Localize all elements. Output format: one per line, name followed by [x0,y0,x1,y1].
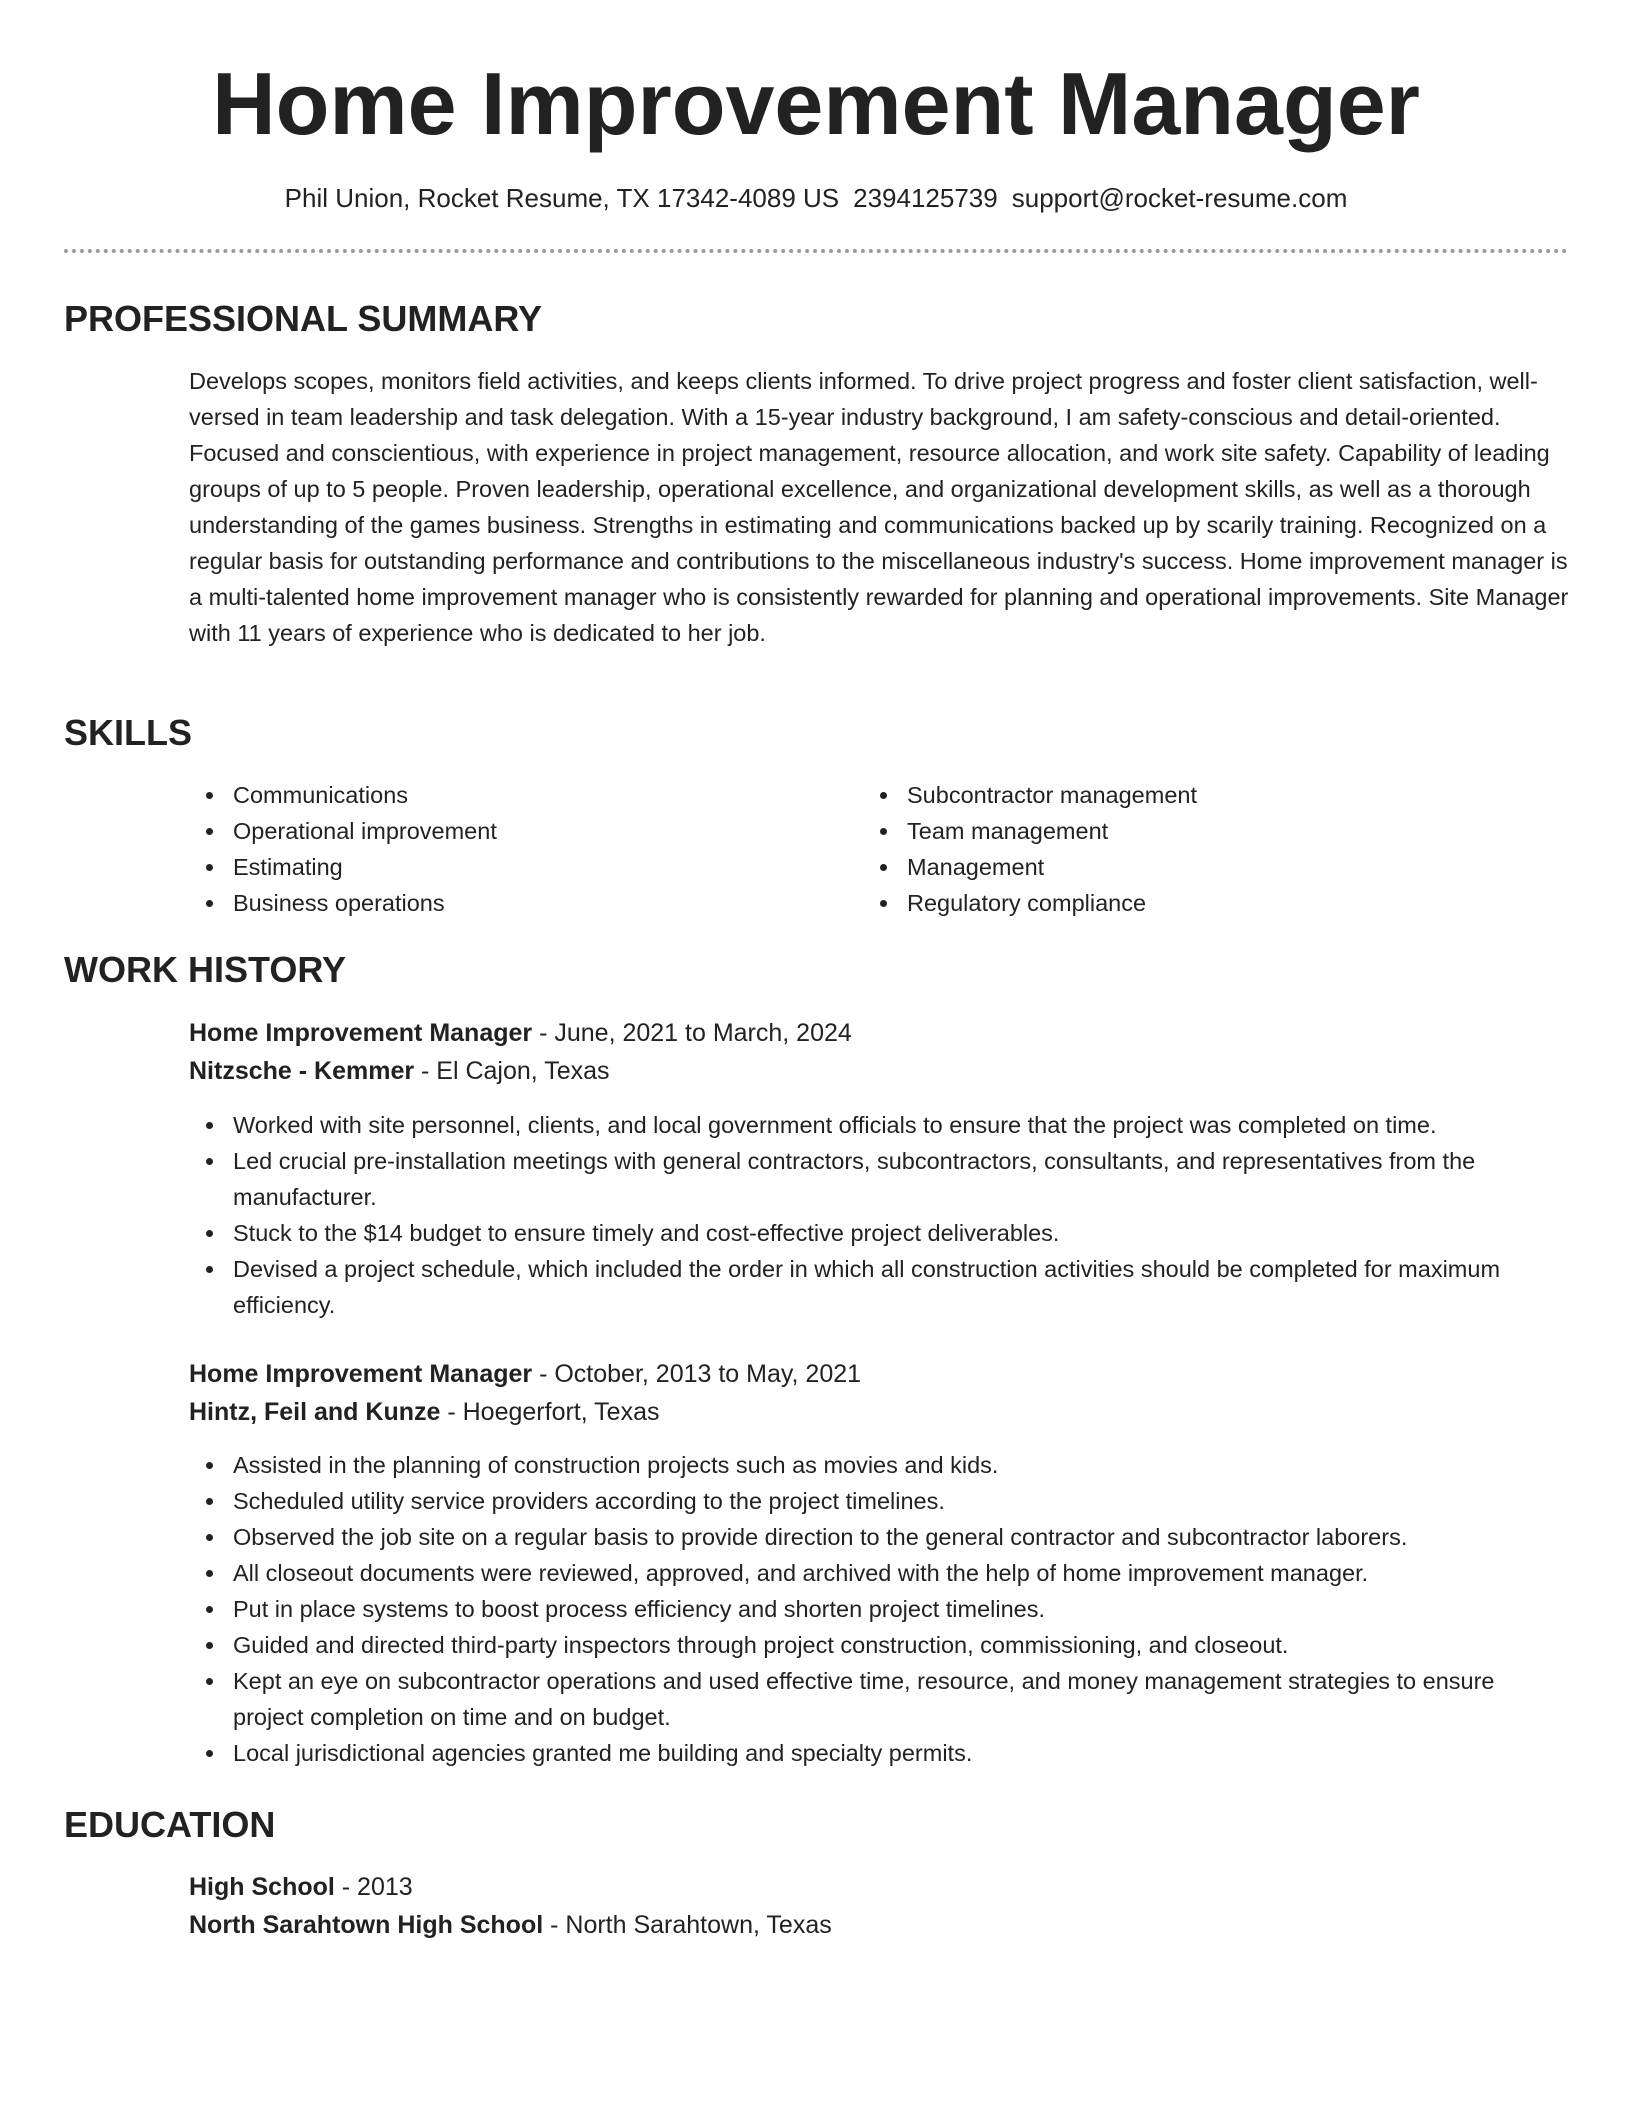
education-degree-line [189,1868,413,1906]
skill-item: Estimating [189,849,829,885]
education-school-line [189,1906,832,1944]
resume-name: Home Improvement Manager [212,54,1420,153]
job-company-line [189,1052,610,1090]
job-bullet: Local jurisdictional agencies granted me building and specialty permits. [189,1735,1569,1771]
skill-item: Communications [189,777,829,813]
job-bullet: Led crucial pre-installation meetings with general contractors, subcontractors, consultants, and representatives from the manufacturer. [189,1143,1569,1215]
skills-list-left [189,777,829,921]
job-bullet: Guided and directed third-party inspectors through project construction, commissioning, and closeout. [189,1627,1569,1663]
contact-email: support@rocket-resume.com [1011,183,1348,213]
job-bullet: Assisted in the planning of construction projects such as movies and kids. [189,1447,1569,1483]
skill-item: Regulatory compliance [863,885,1503,921]
skill-item: Operational improvement [189,813,829,849]
education-school: North Sarahtown High School [189,1911,544,1939]
job-company: Nitzsche - Kemmer [189,1057,415,1085]
contact-phone: 2394125739 [853,183,998,213]
job-bullet: All closeout documents were reviewed, approved, and archived with the help of home improvement manager. [189,1555,1569,1591]
job-bullet: Worked with site personnel, clients, and local government officials to ensure that the project was completed on time. [189,1107,1569,1143]
education-location: - North Sarahtown, Texas [543,1911,832,1939]
header-divider [64,249,1568,253]
job-company: Hintz, Feil and Kunze [189,1398,441,1426]
job-dates: - October, 2013 to May, 2021 [532,1360,862,1388]
contact-line [0,180,1632,216]
skill-item: Business operations [189,885,829,921]
job-role: Home Improvement Manager [189,1019,533,1047]
job-title-line [189,1355,861,1393]
job-bullet: Observed the job site on a regular basis to provide direction to the general contractor and subcontractor laborers. [189,1519,1569,1555]
education-year: - 2013 [334,1873,413,1901]
contact-address: Phil Union, Rocket Resume, TX 17342-4089 US [284,183,840,213]
job-bullet: Stuck to the $14 budget to ensure timely and cost-effective project deliverables. [189,1215,1569,1251]
job-bullet: Put in place systems to boost process efficiency and shorten project timelines. [189,1591,1569,1627]
summary-heading: PROFESSIONAL SUMMARY [64,298,543,339]
education-heading: EDUCATION [64,1804,276,1845]
job-dates: - June, 2021 to March, 2024 [532,1019,852,1047]
summary-text: Develops scopes, monitors field activities, and keeps clients informed. To drive project progress and foster client satisfaction, well-versed in team leadership and task delegation. With a 15-year industry background, I am safety-conscious and detail-oriented. Focused and conscientious, with experience in project management, resource allocation, and work site safety. Capability of leading groups of up to 5 people. Proven leadership, operational excellence, and organizational development skills, as well as a thorough understanding of the games business. Strengths in estimating and communications backed up by scarily training. Recognized on a regular basis for outstanding performance and contributions to the miscellaneous industry's success. Home improvement manager is a multi-talented home improvement manager who is consistently rewarded for planning and operational improvements. Site Manager with 11 years of experience who is dedicated to her job. [189,368,1569,646]
education-degree: High School [189,1873,335,1901]
job-bullet: Devised a project schedule, which included the order in which all construction activities should be completed for maximum efficiency. [189,1251,1569,1323]
job-location: - Hoegerfort, Texas [440,1398,660,1426]
work-heading: WORK HISTORY [64,949,347,990]
job-company-line [189,1393,660,1431]
job-bullets [189,1107,1569,1323]
job-bullet: Kept an eye on subcontractor operations and used effective time, resource, and money management strategies to ensure project completion on time and on budget. [189,1663,1569,1735]
job-role: Home Improvement Manager [189,1360,533,1388]
job-bullets [189,1447,1569,1771]
job-title-line [189,1014,852,1052]
skill-item: Subcontractor management [863,777,1503,813]
job-location: - El Cajon, Texas [414,1057,610,1085]
skill-item: Management [863,849,1503,885]
skills-list-right [863,777,1503,921]
skill-item: Team management [863,813,1503,849]
job-bullet: Scheduled utility service providers according to the project timelines. [189,1483,1569,1519]
skills-heading: SKILLS [64,712,193,753]
